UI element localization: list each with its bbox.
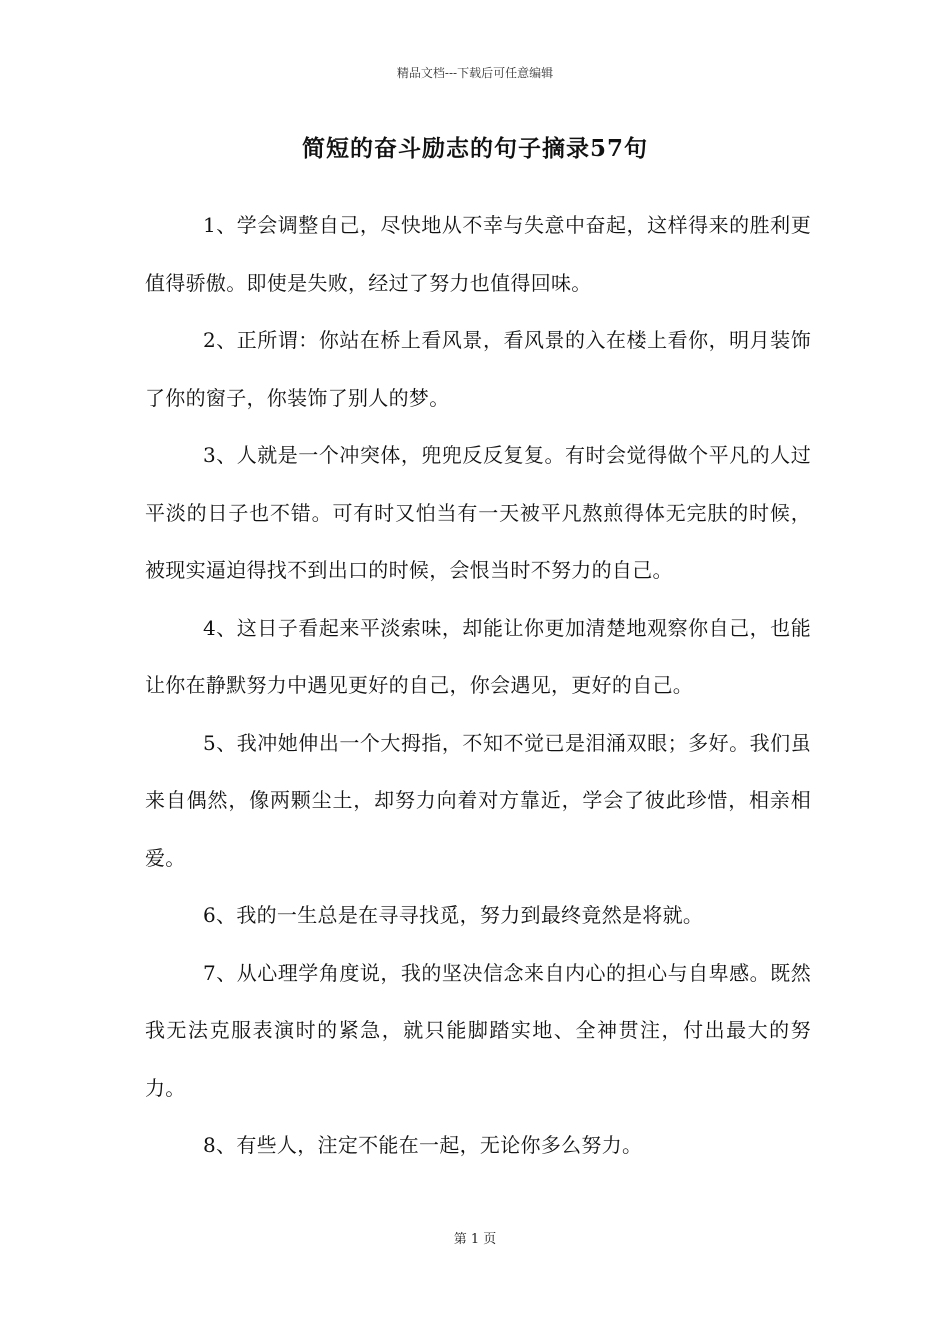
page-number: 第 1 页	[453, 1232, 497, 1247]
page-header: 精品文档---下载后可任意编辑	[396, 66, 554, 80]
paragraph-7: 7、从心理学角度说，我的坚决信念来自内心的担心与自卑感。既然我无法克服表演时的紧急，就只能脚踏实地、全神贯注，付出最大的努力。	[145, 960, 811, 1100]
paragraph-4: 4、这日子看起来平淡索味，却能让你更加清楚地观察你自己，也能让你在静默努力中遇见更好的自己，你会遇见，更好的自己。	[145, 615, 811, 697]
paragraph-5: 5、我冲她伸出一个大拇指，不知不觉已是泪涌双眼；多好。我们虽来自偶然，像两颗尘土，却努力向着对方靠近，学会了彼此珍惜，相亲相爱。	[145, 730, 811, 870]
paragraph-6: 6、我的一生总是在寻寻找觅，努力到最终竟然是将就。	[203, 903, 704, 927]
document-body	[145, 197, 811, 1175]
paragraph-3: 3、人就是一个冲突体，兜兜反反复复。有时会觉得做个平凡的人过平淡的日子也不错。可有时又怕当有一天被平凡熬煎得体无完肤的时候，被现实逼迫得找不到出口的时候，会恨当时不努力的自己。	[145, 443, 811, 582]
paragraph-8: 8、有些人，注定不能在一起，无论你多么努力。	[203, 1133, 643, 1157]
paragraph-1: 1、学会调整自己，尽快地从不幸与失意中奋起，这样得来的胜利更值得骄傲。即使是失败，经过了努力也值得回味。	[145, 213, 811, 295]
paragraph-2: 2、正所谓：你站在桥上看风景，看风景的入在楼上看你，明月装饰了你的窗子，你装饰了别人的梦。	[145, 328, 811, 410]
document-title: 简短的奋斗励志的句子摘录57句	[301, 135, 648, 162]
